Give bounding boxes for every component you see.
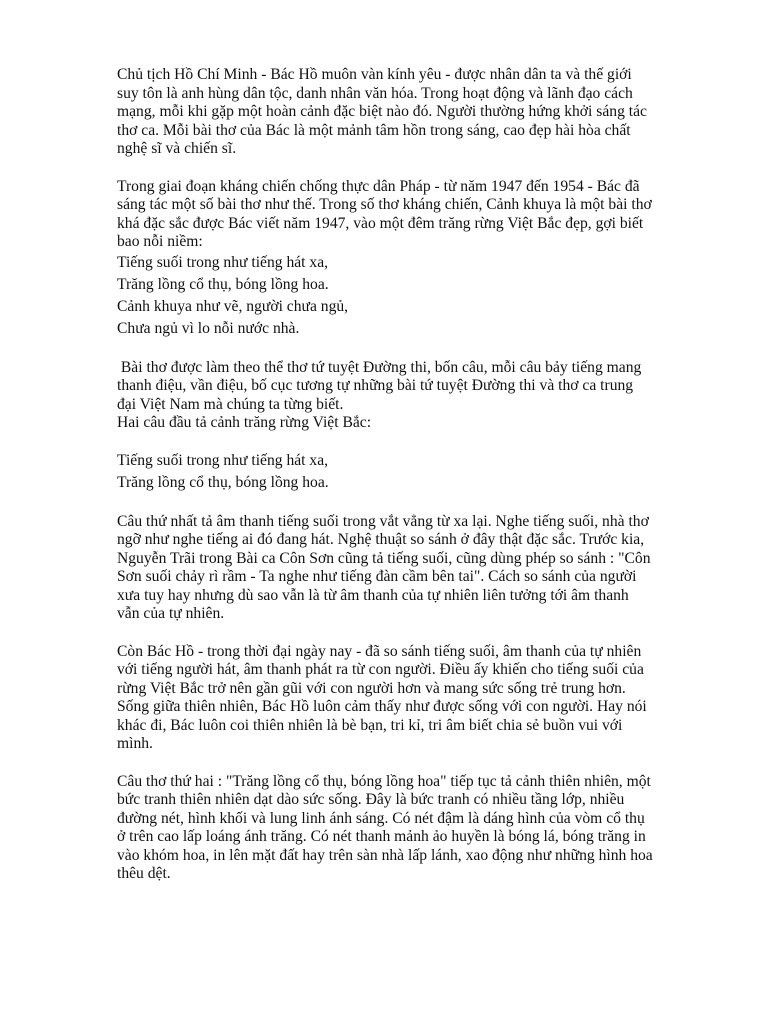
text-line: Trong giai đoạn kháng chiến chống thực dân Pháp - từ năm 1947 đến 1954 - Bác đã [117,177,640,195]
text-line: Chủ tịch Hồ Chí Minh - Bác Hồ muôn vàn kính yêu - được nhân dân ta và thế giới [117,66,632,83]
paragraph-form [117,359,717,433]
poem-line: Trăng lồng cổ thụ, bóng lồng hoa. [117,275,329,293]
text-line: nghệ sĩ và chiến sĩ. [117,140,237,157]
text-line: ngỡ như nghe tiếng ai đó đang hát. Nghệ thuật so sánh ở đây thật đặc sắc. Trước kia, [117,531,645,548]
text-line: ở trên cao lấp loáng ánh trăng. Có nét thanh mảnh ảo huyền là bóng lá, bóng trăng in [117,828,646,845]
text-line: bức tranh thiên nhiên dạt dào sức sống. Đây là bức tranh có nhiều tầng lớp, nhiều [117,791,625,808]
poem-line: Tiếng suối trong như tiếng hát xa, [117,253,329,271]
text-line: đại Việt Nam mà chúng ta từng biết. [117,395,344,413]
text-line: khá đặc sắc được Bác viết năm 1947, vào một đêm trăng rừng Việt Bắc đẹp, gợi biết [117,214,644,232]
text-line: xưa tuy hay nhưng dù sao vẫn là từ âm thanh của tự nhiên liên tưởng tới âm thanh [117,586,629,604]
poem-full [117,252,717,340]
text-line: mình. [117,735,153,752]
text-line: Câu thứ nhất tả âm thanh tiếng suối trong vắt vẳng từ xa lại. Nghe tiếng suối, nhà thơ [117,512,649,530]
text-line: Câu thơ thứ hai : "Trăng lồng cổ thụ, bóng lồng hoa" tiếp tục tả cảnh thiên nhiên, một [117,772,651,790]
text-line: đường nét, hình khối và lung linh ánh sáng. Có nét đậm là dáng hình của vòm cổ thụ [117,809,645,827]
poem-excerpt [117,450,717,494]
paragraph-intro [117,66,717,159]
paragraph-context [117,178,717,252]
text-line: vẫn của tự nhiên. [117,605,225,622]
paragraph-second-verse [117,773,717,884]
paragraph-first-verse [117,513,717,624]
text-line: vào khóm hoa, in lên mặt đất hay trên sàn nhà lấp lánh, xao động như những hình hoa [117,846,653,864]
text-line: sáng tác một số bài thơ như thế. Trong số thơ kháng chiến, Cảnh khuya là một bài thơ [117,196,652,213]
text-line: Sơn suối chảy rì rầm - Ta nghe như tiếng đàn cầm bên tai". Cách so sánh của người [117,568,637,585]
text-line: Nguyễn Trãi trong Bài ca Côn Sơn cũng tả tiếng suối, cũng dùng phép so sánh : "Côn [117,549,651,567]
paragraph-bac-ho [117,643,717,754]
text-line: với tiếng người hát, âm thanh phát ra từ con người. Điều ấy khiến cho tiếng suối của [117,661,644,678]
text-line: bao nỗi niềm: [117,233,203,250]
text-line: Còn Bác Hồ - trong thời đại ngày nay - đã so sánh tiếng suối, âm thanh của tự nhiên [117,642,642,660]
poem-line: Tiếng suối trong như tiếng hát xa, [117,451,329,469]
text-line: thơ ca. Mỗi bài thơ của Bác là một mảnh tâm hồn trong sáng, cao đẹp hài hòa chất [117,121,631,139]
document-page [117,66,717,884]
text-line: Hai câu đầu tả cảnh trăng rừng Việt Bắc: [117,414,372,431]
text-line: suy tôn là anh hùng dân tộc, danh nhân văn hóa. Trong hoạt động và lãnh đạo cách [117,84,633,102]
poem-line: Chưa ngủ vì lo nỗi nước nhà. [117,319,300,337]
poem-line: Trăng lồng cổ thụ, bóng lồng hoa. [117,473,329,491]
text-line: Sống giữa thiên nhiên, Bác Hồ luôn cảm thấy như được sống với con người. Hay nói [117,698,647,715]
text-line: rừng Việt Bắc trở nên gần gũi với con người hơn và mang sức sống trẻ trung hơn. [117,679,626,697]
text-line: Bài thơ được làm theo thể thơ tứ tuyệt Đường thi, bốn câu, mỗi câu bảy tiếng mang [117,358,642,376]
poem-line: Cảnh khuya như vẽ, người chưa ngủ, [117,297,349,315]
text-line: khác đi, Bác luôn coi thiên nhiên là bè bạn, tri kỉ, tri âm biết chia sẻ buồn vui với [117,716,623,734]
text-line: mạng, mỗi khi gặp một hoàn cảnh đặc biệt nào đó. Người thường hứng khởi sáng tác [117,103,647,120]
text-line: thêu dệt. [117,865,171,882]
text-line: thanh điệu, vần điệu, bố cục tương tự những bài tứ tuyệt Đường thi và thơ ca trung [117,377,634,394]
